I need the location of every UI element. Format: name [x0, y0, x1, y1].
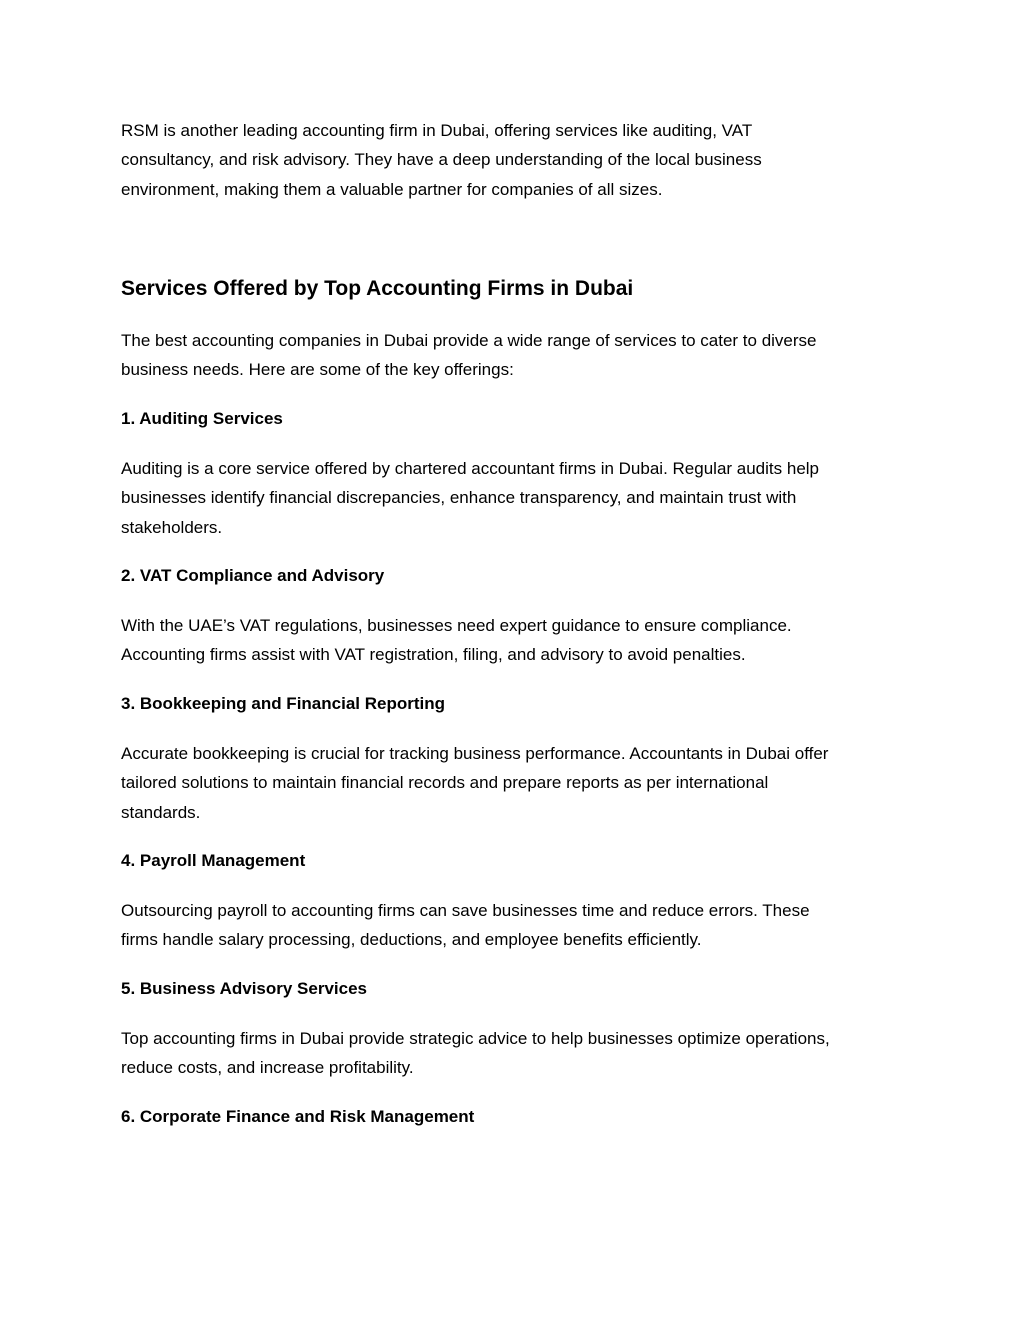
service-body-auditing: Auditing is a core service offered by chartered accountant firms in Dubai. Regular audits help businesses identify financial discrepancies, enhance transparency, and maintain trust with stakeholders.	[121, 459, 820, 537]
service-body-payroll: Outsourcing payroll to accounting firms can save businesses time and reduce errors. These firms handle salary processing, deductions, and employee benefits efficiently.	[121, 901, 810, 950]
service-heading-corporate-finance: 6. Corporate Finance and Risk Management	[121, 1107, 475, 1126]
service-body-vat: With the UAE’s VAT regulations, businesses need expert guidance to ensure compliance. Accounting firms assist with VAT registration, filing, and advisory to avoid penalties.	[121, 616, 792, 665]
service-heading-payroll: 4. Payroll Management	[121, 851, 306, 870]
intro-paragraph: RSM is another leading accounting firm in Dubai, offering services like auditing, VAT consultancy, and risk advisory. They have a deep understanding of the local business environment, making them a valuable partner for companies of all sizes.	[121, 121, 762, 199]
service-heading-bookkeeping: 3. Bookkeeping and Financial Reporting	[121, 694, 445, 713]
section-heading: Services Offered by Top Accounting Firms in Dubai	[121, 277, 634, 300]
service-body-advisory: Top accounting firms in Dubai provide strategic advice to help businesses optimize operations, reduce costs, and increase profitability.	[121, 1029, 830, 1078]
service-heading-advisory: 5. Business Advisory Services	[121, 979, 368, 998]
service-heading-auditing: 1. Auditing Services	[121, 409, 283, 428]
service-body-bookkeeping: Accurate bookkeeping is crucial for tracking business performance. Accountants in Dubai offer tailored solutions to maintain financial records and prepare reports as per international standards.	[121, 744, 829, 822]
section-lead-paragraph: The best accounting companies in Dubai provide a wide range of services to cater to diverse business needs. Here are some of the key offerings:	[121, 331, 817, 380]
service-heading-vat: 2. VAT Compliance and Advisory	[121, 566, 385, 585]
